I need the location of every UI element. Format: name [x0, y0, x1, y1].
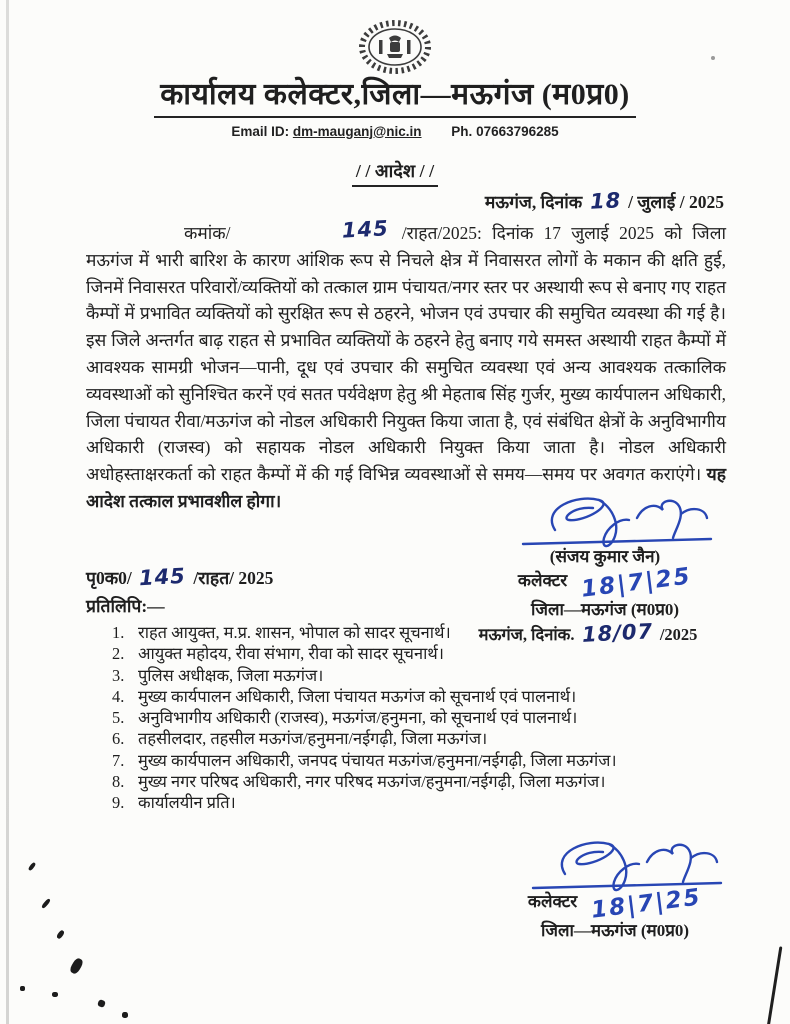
handwritten-place-date: 18/07 — [580, 619, 654, 647]
phone-label: Ph. — [451, 123, 473, 139]
signatory-designation: कलेक्टर — [527, 892, 578, 911]
item-text: मुख्य नगर परिषद अधिकारी, नगर परिषद मऊगंज/हनुमना/नईगढ़ी, जिला मऊगंज। — [138, 772, 606, 792]
list-item — [112, 707, 737, 728]
list-item — [112, 665, 737, 686]
signatory-designation: कलेक्टर — [517, 571, 568, 590]
item-text: पुलिस अधीक्षक, जिला मऊगंज। — [138, 665, 324, 685]
date-suffix: / जुलाई / 2025 — [623, 192, 724, 212]
order-body — [86, 216, 727, 515]
list-item — [112, 750, 737, 771]
handwritten-sign-date: 18|7|25 — [580, 563, 694, 603]
scan-speck — [20, 986, 25, 991]
item-text: अनुविभागीय अधिकारी (राजस्व), मऊगंज/हनुमना, को सूचनार्थ एवं पालनार्थ। — [138, 708, 578, 728]
signatory-district: जिला—मऊगंज (म0प्र0) — [530, 600, 680, 619]
scan-speck — [97, 999, 106, 1008]
list-item — [112, 771, 737, 792]
item-text: आयुक्त महोदय, रीवा संभाग, रीवा को सादर सूचनार्थ। — [138, 644, 444, 664]
government-seal-icon — [347, 18, 443, 76]
item-number: 8. — [112, 772, 125, 792]
item-number: 9. — [112, 793, 125, 813]
scan-speck — [122, 1012, 128, 1018]
item-text: मुख्य कार्यपालन अधिकारी, जनपद पंचायत मऊगंज/हनुमना/नईगढ़ी, जिला मऊगंज। — [138, 750, 617, 770]
issue-date-line — [485, 190, 724, 214]
ref-prefix: कमांक/ — [184, 223, 241, 243]
handwritten-endorse-number: 145 — [138, 563, 187, 591]
endorsement-ref-line — [86, 563, 274, 591]
order-effective-clause: यह आदेश तत्काल प्रभावशील होगा। — [86, 464, 726, 511]
item-text: राहत आयुक्त, म.प्र. शासन, भोपाल को सादर सूचनार्थ। — [138, 623, 451, 642]
item-number: 6. — [112, 729, 125, 749]
scan-speck — [41, 898, 51, 909]
endorse-ref-suffix: /राहत/ 2025 — [188, 568, 274, 588]
list-item — [112, 792, 737, 813]
handwritten-sign-date: 18|7|25 — [590, 884, 704, 924]
scan-fold-line — [767, 946, 783, 1024]
office-title: कार्यालय कलेक्टर,जिला—मऊगंज (म0प्र0) — [154, 78, 636, 118]
list-item — [112, 643, 737, 664]
letterhead — [0, 18, 790, 187]
phone-number: 07663796285 — [476, 123, 559, 139]
signatory-name: (संजय कुमार जैन) — [549, 547, 661, 566]
item-text: मुख्य कार्यपालन अधिकारी, जिला पंचायत मऊगंज को सूचनार्थ एवं पालनार्थ। — [138, 686, 577, 706]
item-text: तहसीलदार, तहसील मऊगंज/हनुमना/नईगढ़ी, जिला मऊगंज। — [138, 729, 488, 749]
list-item — [112, 622, 737, 643]
place-date-prefix: मऊगंज, दिनांक. — [478, 625, 579, 644]
list-item — [112, 686, 737, 707]
scan-speck — [56, 929, 65, 939]
ref-suffix: /राहत/2025: — [391, 223, 493, 243]
item-number: 7. — [112, 750, 125, 770]
date-prefix: मऊगंज, दिनांक — [484, 192, 587, 212]
item-text: कार्यालयीन प्रति। — [138, 793, 236, 813]
signatory-district: जिला—मऊगंज (म0प्र0) — [540, 921, 690, 940]
order-text: दिनांक 17 जुलाई 2025 को जिला मऊगंज में भारी बारिश के कारण आंशिक रूप से निचले क्षेत्र में निवासरत लोगों के मकान की क्षति हुई, जिनमें निवासरत परिवारों/व्यक्तियों को तत्काल ग्राम पंचायत/नगर स्तर पर अस्थायी रूप से बनाए गए राहत कैम्पों में प्रभावित व्यक्तियों को सुरक्षित रूप से ठहरने, भोजन एवं उपचार की समुचित व्यवस्था की गई है। इस जिले अन्तर्गत बाढ़ राहत से प्रभावित व्यक्तियों के ठहरने हेतु बनाए गये समस्त अस्थायी राहत कैम्पों में आवश्यक सामग्री भोजन—पानी, दूध एवं उपचार की समुचित व्यवस्था एवं अन्य आवश्यक तत्कालिक व्यवस्थाओं को सुनिश्चित करनें एवं सतत पर्यवेक्षण हेतु श्री मेहताब सिंह गुर्जर, मुख्य कार्यपालन अधिकारी, जिला पंचायत रीवा/मऊगंज को नोडल अधिकारी नियुक्त किया जाता है, एवं संबंधित क्षेत्रों के अनुविभागीय अधिकारी (राजस्व) को सहायक नोडल अधिकारी नियुक्त किया जाता है। नोडल अधिकारी अधोहस्ताक्षरकर्ता को राहत कैम्पों में की गई विभिन्न व्यवस्थाओं से समय—समय पर अवगत कराएंगे। — [86, 223, 727, 485]
scan-speck — [52, 992, 58, 997]
item-number: 4. — [112, 686, 125, 706]
place-date-suffix: /2025 — [655, 625, 698, 644]
handwritten-day: 18 — [588, 188, 622, 214]
copy-to-label: प्रतिलिपि:— — [86, 596, 165, 616]
signatory-designation-row — [445, 563, 765, 603]
item-number: 2. — [112, 644, 125, 664]
email-address: dm-mauganj@nic.in — [292, 123, 422, 139]
endorse-ref-prefix: पृ0क0/ — [86, 568, 137, 588]
contact-line — [0, 124, 790, 139]
copy-to-list — [112, 619, 737, 814]
scan-speck — [69, 957, 85, 975]
signatory-designation-row — [455, 884, 775, 924]
signature-block-bottom — [455, 836, 775, 941]
order-heading: / / आदेश / / — [352, 159, 438, 187]
item-number: 3. — [112, 665, 125, 685]
handwritten-ref-number: 145 — [341, 216, 390, 243]
scan-speck — [28, 862, 37, 872]
item-number: 5. — [112, 708, 125, 728]
item-number: 1. — [112, 623, 125, 642]
email-label: Email ID: — [231, 123, 290, 139]
list-item — [112, 728, 737, 749]
